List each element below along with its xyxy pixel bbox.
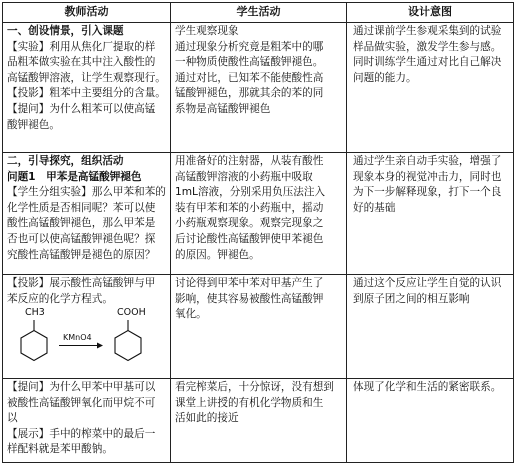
text-line: 【投影】粗苯中主要组分的含量。 xyxy=(7,87,166,100)
carboxyl-group-label: COOH xyxy=(117,307,146,319)
teacher-activity-cell xyxy=(3,379,171,463)
table-row xyxy=(3,153,514,275)
text-line: 通过这个反应让学生自觉的认识 xyxy=(353,277,502,289)
text-line: 锰酸钾褪色，那就其余的苯的同 xyxy=(175,87,324,100)
text-line: 【学生分组实验】那么甲苯和苯的 xyxy=(7,186,166,199)
methyl-group-label: CH3 xyxy=(25,307,45,319)
text-line: 活如此的接近 xyxy=(175,412,239,425)
text-line: 酸钾褪色。 xyxy=(7,118,60,131)
reaction-arrowhead xyxy=(97,343,103,349)
teacher-activity-cell xyxy=(3,23,171,153)
text-line: 被酸性高锰酸钾氧化而甲烷不可 xyxy=(7,396,156,409)
table-row xyxy=(3,379,514,463)
text-line: 一种物质使酸性高锰酸钾褪色。 xyxy=(175,56,324,69)
text-line: 苯反应的化学方程式。 xyxy=(7,292,113,305)
header-design-intent: 设计意图 xyxy=(347,3,514,23)
text-line: 通过现象分析究竟是粗苯中的哪 xyxy=(175,40,324,53)
text-line: 样配料就是苯甲酸钠。 xyxy=(7,443,113,456)
text-line: 高锰酸钾溶液，让学生观察现行。 xyxy=(7,71,166,84)
text-line: 课堂上讲授的有机化学物质和生 xyxy=(175,396,324,409)
design-intent-cell xyxy=(347,23,514,153)
benzene-ring-reactant xyxy=(21,331,47,361)
table-row xyxy=(3,23,514,153)
text-line: 化学性质是否相同呢？苯可以使 xyxy=(7,201,156,214)
text-line: 同时训练学生通过对比自己解决 xyxy=(353,56,502,69)
text-line: 【实验】利用从焦化厂提取的样 xyxy=(7,40,156,53)
text-line: 【投影】展示酸性高锰酸钾与甲 xyxy=(7,277,156,289)
section-heading: 一、创设情景，引入课题 xyxy=(7,25,124,37)
text-line: 装有甲苯和苯的小药瓶中，摇动 xyxy=(175,201,324,214)
text-line: 1mL溶液，分别采用负压法注入 xyxy=(175,186,326,199)
text-line: 通过课前学生参观采集到的试验 xyxy=(353,25,502,37)
text-line: 小药瓶观察现象。观察完现象之 xyxy=(175,217,324,230)
text-line: 问题的能力。 xyxy=(353,71,417,84)
text-line: 氧化。 xyxy=(175,308,207,321)
text-line: 到原子团之间的相互影响 xyxy=(353,292,470,305)
text-line: 通过对比，已知苯不能使酸性高 xyxy=(175,71,324,84)
text-line: 品粗苯做实验在其中注入酸性的 xyxy=(7,56,156,69)
question-heading: 问题1 甲苯是高锰酸钾褪色 xyxy=(7,170,142,183)
text-line: 讨论得到甲苯中苯对甲基产生了 xyxy=(175,277,324,289)
student-activity-cell xyxy=(171,153,347,275)
table-row xyxy=(3,275,514,379)
text-line: 酸性高锰酸钾褪色，那么甲苯是 xyxy=(7,217,156,230)
text-line: 究酸性高锰酸钾是褪色的原因？ xyxy=(7,248,156,261)
text-line: 否也可以使高锰酸钾褪色呢？探 xyxy=(7,232,156,245)
text-line: 看完榨菜后，十分惊讶，没有想到 xyxy=(175,381,334,393)
teacher-activity-cell xyxy=(3,153,171,275)
reagent-label: KMnO4 xyxy=(63,333,92,343)
text-line: 好的基础 xyxy=(353,201,396,214)
section-heading: 二，引导探究，组织活动 xyxy=(7,155,124,167)
text-line: 现象本身的视觉冲击力，同时也 xyxy=(353,170,502,183)
text-line: 后讨论酸性高锰酸钾使甲苯褪色 xyxy=(175,232,324,245)
text-line: 【提问】为什么粗苯可以使高锰 xyxy=(7,102,156,115)
text-line: 以 xyxy=(7,412,18,425)
student-activity-cell xyxy=(171,275,347,379)
text-line: 【提问】为什么甲苯中甲基可以 xyxy=(7,381,156,393)
text-line: 系物是高锰酸钾褪色 xyxy=(175,102,271,115)
header-student-activity: 学生活动 xyxy=(171,3,347,23)
text-line: 体现了化学和生活的紧密联系。 xyxy=(353,381,502,393)
text-line: 影响，使其容易被酸性高锰酸钾 xyxy=(175,292,324,305)
text-line: 【展示】手中的榨菜中的最后一 xyxy=(7,427,156,440)
text-line: 用准备好的注射器，从装有酸性 xyxy=(175,155,324,167)
reaction-equation xyxy=(7,307,166,373)
header-teacher-activity: 教师活动 xyxy=(3,3,171,23)
header-row xyxy=(3,3,514,23)
text-line: 为下一步解释现象，打下一个良 xyxy=(353,186,502,199)
lesson-plan-table xyxy=(2,2,514,463)
text-line: 的原因。钾褪色。 xyxy=(175,248,260,261)
design-intent-cell xyxy=(347,153,514,275)
student-activity-cell xyxy=(171,379,347,463)
teacher-activity-cell xyxy=(3,275,171,379)
text-line: 高锰酸钾溶液的小药瓶中吸取 xyxy=(175,170,313,183)
design-intent-cell xyxy=(347,275,514,379)
design-intent-cell xyxy=(347,379,514,463)
text-line: 样品做实验，激发学生参与感。 xyxy=(353,40,502,53)
text-line: 通过学生亲自动手实验，增强了 xyxy=(353,155,502,167)
student-activity-cell xyxy=(171,23,347,153)
benzene-ring-product xyxy=(115,331,141,361)
text-line: 学生观察现象 xyxy=(175,25,239,37)
